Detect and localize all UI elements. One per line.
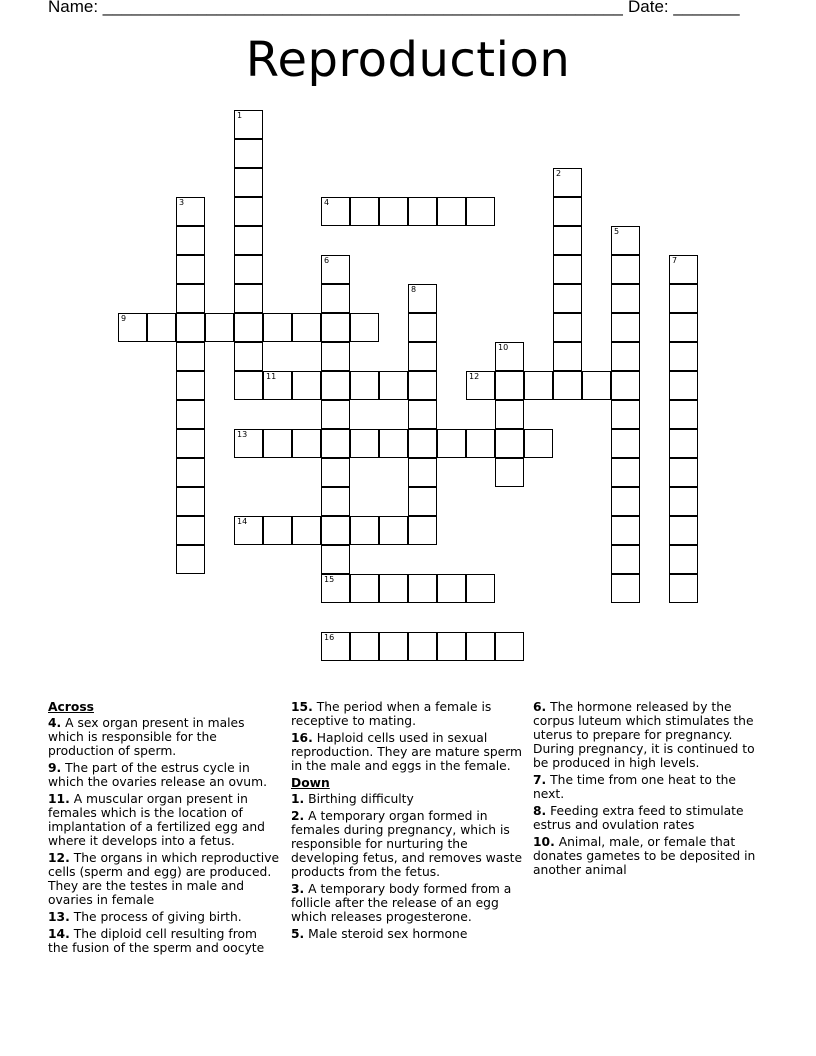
grid-cell[interactable] xyxy=(321,313,350,342)
grid-cell[interactable] xyxy=(437,197,466,226)
grid-cell[interactable] xyxy=(611,371,640,400)
grid-cell[interactable] xyxy=(321,545,350,574)
across-heading: Across xyxy=(48,700,94,714)
grid-cell[interactable] xyxy=(321,371,350,400)
grid-cell[interactable] xyxy=(669,516,698,545)
grid-cell[interactable] xyxy=(292,313,321,342)
clue-number-label: 11 xyxy=(266,372,277,381)
grid-cell[interactable] xyxy=(118,313,147,342)
clue-number-label: 2 xyxy=(556,169,562,178)
grid-cell[interactable] xyxy=(669,574,698,603)
clue-number-label: 14 xyxy=(237,517,248,526)
grid-cell[interactable] xyxy=(234,255,263,284)
grid-cell[interactable] xyxy=(495,400,524,429)
grid-cell[interactable] xyxy=(669,487,698,516)
grid-cell[interactable] xyxy=(350,632,379,661)
grid-cell[interactable] xyxy=(611,400,640,429)
grid-cell[interactable] xyxy=(408,313,437,342)
clue-number-label: 6 xyxy=(324,256,330,265)
grid-cell[interactable] xyxy=(321,197,350,226)
grid-cell[interactable] xyxy=(495,342,524,371)
grid-cell[interactable] xyxy=(495,371,524,400)
grid-cell[interactable] xyxy=(553,371,582,400)
grid-cell[interactable] xyxy=(669,429,698,458)
grid-cell[interactable] xyxy=(408,574,437,603)
grid-cell[interactable] xyxy=(408,487,437,516)
grid-cell[interactable] xyxy=(466,429,495,458)
grid-cell[interactable] xyxy=(147,313,176,342)
clue-across-11: 11. A muscular organ present in females which is the location of implantation of a fertilized egg and where it develops into a fetus. xyxy=(48,792,265,848)
grid-cell[interactable] xyxy=(234,284,263,313)
grid-cell[interactable] xyxy=(553,197,582,226)
grid-cell[interactable] xyxy=(321,342,350,371)
grid-cell[interactable] xyxy=(669,458,698,487)
clues-column-3 xyxy=(533,700,765,880)
grid-cell[interactable] xyxy=(408,284,437,313)
clue-number-label: 7 xyxy=(672,256,678,265)
clue-number-label: 8 xyxy=(411,285,417,294)
grid-cell[interactable] xyxy=(408,342,437,371)
grid-cell[interactable] xyxy=(669,400,698,429)
clue-down-8: 8. Feeding extra feed to stimulate estrus and ovulation rates xyxy=(533,804,744,832)
grid-cell[interactable] xyxy=(611,545,640,574)
grid-cell[interactable] xyxy=(611,342,640,371)
grid-cell[interactable] xyxy=(437,574,466,603)
grid-cell[interactable] xyxy=(669,371,698,400)
grid-cell[interactable] xyxy=(176,516,205,545)
grid-cell[interactable] xyxy=(408,632,437,661)
grid-cell[interactable] xyxy=(350,197,379,226)
grid-cell[interactable] xyxy=(176,371,205,400)
grid-cell[interactable] xyxy=(234,110,263,139)
grid-cell[interactable] xyxy=(611,458,640,487)
grid-cell[interactable] xyxy=(669,284,698,313)
grid-cell[interactable] xyxy=(379,429,408,458)
grid-cell[interactable] xyxy=(350,313,379,342)
grid-cell[interactable] xyxy=(321,487,350,516)
clue-down-5: 5. Male steroid sex hormone xyxy=(291,927,468,941)
clue-down-2: 2. A temporary organ formed in females during pregnancy, which is responsible for nurturing the developing fetus, and removes waste products from the fetus. xyxy=(291,809,523,879)
grid-cell[interactable] xyxy=(176,400,205,429)
grid-cell[interactable] xyxy=(321,255,350,284)
clue-down-6: 6. The hormone released by the corpus luteum which stimulates the uterus to prepare for pregnancy. During pregnancy, it is continued to be produced in high levels. xyxy=(533,700,755,770)
grid-cell[interactable] xyxy=(321,284,350,313)
grid-cell[interactable] xyxy=(379,197,408,226)
grid-cell[interactable] xyxy=(234,342,263,371)
puzzle-title: Reproduction xyxy=(245,32,571,88)
grid-cell[interactable] xyxy=(408,458,437,487)
clue-number-label: 15 xyxy=(324,575,335,584)
clue-number-label: 1 xyxy=(237,111,243,120)
clue-across-4: 4. A sex organ present in males which is responsible for the production of sperm. xyxy=(48,716,245,758)
grid-cell[interactable] xyxy=(437,429,466,458)
grid-cell[interactable] xyxy=(292,429,321,458)
clue-across-15: 15. The period when a female is receptive to mating. xyxy=(291,700,492,728)
grid-cell[interactable] xyxy=(350,574,379,603)
grid-cell[interactable] xyxy=(234,516,263,545)
grid-cell[interactable] xyxy=(205,313,234,342)
grid-cell[interactable] xyxy=(176,545,205,574)
grid-cell[interactable] xyxy=(234,429,263,458)
clue-number-label: 12 xyxy=(469,372,480,381)
grid-cell[interactable] xyxy=(321,458,350,487)
grid-cell[interactable] xyxy=(553,313,582,342)
grid-cell[interactable] xyxy=(176,284,205,313)
grid-cell[interactable] xyxy=(611,255,640,284)
grid-cell[interactable] xyxy=(408,371,437,400)
clues-column-2 xyxy=(291,700,523,944)
grid-cell[interactable] xyxy=(176,487,205,516)
grid-cell[interactable] xyxy=(611,516,640,545)
grid-cell[interactable] xyxy=(495,429,524,458)
grid-cell[interactable] xyxy=(321,400,350,429)
grid-cell[interactable] xyxy=(553,255,582,284)
grid-cell[interactable] xyxy=(611,313,640,342)
name-field-line: Name: _______________________________________________________ xyxy=(48,0,623,16)
grid-cell[interactable] xyxy=(553,342,582,371)
grid-cell[interactable] xyxy=(611,487,640,516)
grid-cell[interactable] xyxy=(379,371,408,400)
grid-cell[interactable] xyxy=(466,197,495,226)
grid-cell[interactable] xyxy=(408,400,437,429)
grid-cell[interactable] xyxy=(234,197,263,226)
grid-cell[interactable] xyxy=(234,226,263,255)
grid-cell[interactable] xyxy=(234,139,263,168)
clue-number-label: 4 xyxy=(324,198,330,207)
grid-cell[interactable] xyxy=(582,371,611,400)
clue-down-7: 7. The time from one heat to the next. xyxy=(533,773,737,801)
grid-cell[interactable] xyxy=(350,516,379,545)
date-field-line: Date: _______ xyxy=(628,0,740,16)
clue-number-label: 16 xyxy=(324,633,335,642)
grid-cell[interactable] xyxy=(379,516,408,545)
grid-cell[interactable] xyxy=(669,255,698,284)
clue-across-12: 12. The organs in which reproductive cells (sperm and egg) are produced. They are the testes in male and ovaries in female xyxy=(48,851,280,907)
grid-cell[interactable] xyxy=(466,632,495,661)
clue-down-1: 1. Birthing difficulty xyxy=(291,792,414,806)
clue-across-13: 13. The process of giving birth. xyxy=(48,910,242,924)
grid-cell[interactable] xyxy=(234,313,263,342)
grid-cell[interactable] xyxy=(176,342,205,371)
grid-cell[interactable] xyxy=(176,197,205,226)
clue-number-label: 9 xyxy=(121,314,127,323)
grid-cell[interactable] xyxy=(263,313,292,342)
grid-cell[interactable] xyxy=(408,516,437,545)
grid-cell[interactable] xyxy=(263,516,292,545)
grid-cell[interactable] xyxy=(408,429,437,458)
grid-cell[interactable] xyxy=(176,255,205,284)
grid-cell[interactable] xyxy=(495,632,524,661)
grid-cell[interactable] xyxy=(176,458,205,487)
clue-down-3: 3. A temporary body formed from a follicle after the release of an egg which releases progesterone. xyxy=(291,882,512,924)
grid-cell[interactable] xyxy=(176,313,205,342)
grid-cell[interactable] xyxy=(553,168,582,197)
grid-cell[interactable] xyxy=(437,632,466,661)
grid-cell[interactable] xyxy=(611,284,640,313)
grid-cell[interactable] xyxy=(234,168,263,197)
grid-cell[interactable] xyxy=(321,574,350,603)
grid-cell[interactable] xyxy=(321,429,350,458)
clue-across-14: 14. The diploid cell resulting from the fusion of the sperm and oocyte xyxy=(48,927,265,955)
grid-cell[interactable] xyxy=(669,313,698,342)
grid-cell[interactable] xyxy=(524,429,553,458)
grid-cell[interactable] xyxy=(379,574,408,603)
clues-column-1 xyxy=(48,700,280,958)
grid-cell[interactable] xyxy=(553,284,582,313)
clue-number-label: 10 xyxy=(498,343,509,352)
grid-cell[interactable] xyxy=(263,371,292,400)
grid-cell[interactable] xyxy=(176,226,205,255)
clue-down-10: 10. Animal, male, or female that donates gametes to be deposited in another animal xyxy=(533,835,756,877)
grid-cell[interactable] xyxy=(292,371,321,400)
grid-cell[interactable] xyxy=(321,516,350,545)
grid-cell[interactable] xyxy=(263,429,292,458)
grid-cell[interactable] xyxy=(611,226,640,255)
grid-cell[interactable] xyxy=(292,516,321,545)
grid-cell[interactable] xyxy=(350,429,379,458)
clue-number-label: 13 xyxy=(237,430,248,439)
grid-cell[interactable] xyxy=(466,371,495,400)
clue-across-16: 16. Haploid cells used in sexual reproduction. They are mature sperm in the male and eggs in the female. xyxy=(291,731,523,773)
clue-across-9: 9. The part of the estrus cycle in which the ovaries release an ovum. xyxy=(48,761,267,789)
grid-cell[interactable] xyxy=(321,632,350,661)
grid-cell[interactable] xyxy=(611,429,640,458)
grid-cell[interactable] xyxy=(553,226,582,255)
grid-cell[interactable] xyxy=(495,458,524,487)
grid-cell[interactable] xyxy=(669,342,698,371)
grid-cell[interactable] xyxy=(234,371,263,400)
grid-cell[interactable] xyxy=(176,429,205,458)
down-heading: Down xyxy=(291,776,330,790)
clue-number-label: 5 xyxy=(614,227,620,236)
grid-cell[interactable] xyxy=(466,574,495,603)
grid-cell[interactable] xyxy=(524,371,553,400)
grid-cell[interactable] xyxy=(408,197,437,226)
grid-cell[interactable] xyxy=(611,574,640,603)
clue-number-label: 3 xyxy=(179,198,185,207)
grid-cell[interactable] xyxy=(379,632,408,661)
grid-cell[interactable] xyxy=(669,545,698,574)
grid-cell[interactable] xyxy=(350,371,379,400)
